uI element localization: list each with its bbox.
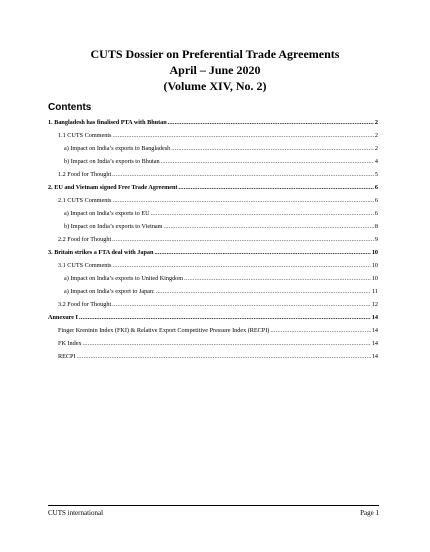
toc-entry[interactable] [48, 132, 378, 139]
toc-entry[interactable] [48, 223, 378, 230]
toc-entry-label: 1.1 CUTS Comments [58, 132, 112, 139]
toc-entry-label: Finger Kreninin Index (FKI) & Relative Export Competitive Pressure Index (RECPI) [58, 327, 270, 334]
toc-entry[interactable] [48, 158, 378, 165]
toc-entry-page: 6 [374, 197, 378, 204]
toc-leader-dots [154, 249, 370, 256]
toc-entry-label: RECPI [58, 353, 76, 360]
toc-entry-label: a) Impact on India’s exports to United Kingdom [64, 275, 184, 282]
toc-entry-page: 4 [374, 158, 378, 165]
toc-leader-dots [178, 184, 373, 191]
toc-entry-page: 14 [371, 353, 378, 360]
toc-entry-label: 2. EU and Vietnam signed Free Trade Agreement [48, 184, 178, 191]
toc-entry-page: 10 [371, 249, 378, 256]
toc-entry-label: a) Impact on India’s exports to Bangladesh [64, 145, 171, 152]
toc-leader-dots [156, 288, 371, 295]
toc-leader-dots [112, 262, 370, 269]
toc-leader-dots [171, 145, 374, 152]
toc-entry[interactable] [48, 184, 378, 191]
toc-leader-dots [164, 223, 374, 230]
toc-entry-page: 11 [372, 288, 378, 295]
toc-entry-label: 1. Bangladesh has finalised PTA with Bhutan [48, 119, 167, 126]
toc-leader-dots [161, 158, 374, 165]
toc-leader-dots [184, 275, 371, 282]
toc-entry-label: 2.1 CUTS Comments [58, 197, 112, 204]
footer-page-number: Page 1 [360, 509, 379, 517]
footer-divider [48, 505, 379, 506]
toc-leader-dots [77, 353, 371, 360]
toc-entry[interactable] [48, 314, 378, 321]
toc-entry-page: 10 [371, 275, 378, 282]
toc-entry[interactable] [48, 262, 378, 269]
toc-leader-dots [83, 340, 371, 347]
toc-leader-dots [168, 119, 374, 126]
contents-heading: Contents [48, 102, 92, 113]
toc-entry[interactable] [48, 236, 378, 243]
toc-leader-dots [270, 327, 370, 334]
title-line-3: (Volume XIV, No. 2) [163, 79, 267, 93]
title-line-2: April – June 2020 [169, 63, 261, 77]
toc-entry[interactable] [48, 171, 378, 178]
toc-entry-label: a) Impact on India’s exports to EU [64, 210, 150, 217]
toc-entry-page: 2 [374, 119, 378, 126]
toc-entry-label: 2.2 Food for Thought [58, 236, 112, 243]
toc-entry[interactable] [48, 145, 378, 152]
toc-entry[interactable] [48, 340, 378, 347]
toc-leader-dots [112, 171, 374, 178]
toc-entry-label: 3.2 Food for Thought [58, 301, 112, 308]
toc-entry-label: 3. Britain strikes a FTA deal with Japan [48, 249, 154, 256]
toc-leader-dots [151, 210, 374, 217]
toc-entry-page: 6 [374, 210, 378, 217]
toc-entry-label: Annexure I [48, 314, 78, 321]
toc-entry-label: 1.2 Food for Thought [58, 171, 112, 178]
toc-entry[interactable] [48, 301, 378, 308]
table-of-contents [48, 119, 378, 360]
title-line-1: CUTS Dossier on Preferential Trade Agreements [90, 47, 340, 61]
toc-leader-dots [112, 301, 371, 308]
toc-entry-label: b) Impact on India’s exports to Vietnam [64, 223, 163, 230]
toc-entry-page: 14 [371, 314, 378, 321]
toc-entry[interactable] [48, 353, 378, 360]
toc-entry-label: 3.1 CUTS Comments [58, 262, 112, 269]
toc-leader-dots [112, 132, 373, 139]
document-title [0, 46, 430, 94]
toc-entry-label: FK Index [58, 340, 82, 347]
page-footer [48, 509, 379, 517]
toc-entry-page: 14 [371, 327, 378, 334]
toc-entry[interactable] [48, 275, 378, 282]
toc-entry[interactable] [48, 288, 378, 295]
footer-publisher: CUTS international [48, 509, 104, 517]
toc-entry-label: b) Impact on India’s exports to Bhutan [64, 158, 160, 165]
toc-entry-page: 9 [374, 236, 378, 243]
toc-entry[interactable] [48, 249, 378, 256]
toc-entry[interactable] [48, 327, 378, 334]
toc-leader-dots [112, 236, 374, 243]
toc-entry[interactable] [48, 197, 378, 204]
toc-entry-page: 6 [374, 184, 378, 191]
toc-entry-page: 12 [371, 301, 378, 308]
toc-entry-page: 10 [371, 262, 378, 269]
toc-entry-page: 5 [374, 171, 378, 178]
toc-entry-page: 2 [374, 132, 378, 139]
toc-leader-dots [79, 314, 371, 321]
toc-entry-page: 8 [374, 223, 378, 230]
toc-entry-label: a) Impact on India’s export to Japan: [64, 288, 155, 295]
toc-entry-page: 14 [371, 340, 378, 347]
toc-entry[interactable] [48, 119, 378, 126]
toc-entry-page: 2 [374, 145, 378, 152]
toc-leader-dots [112, 197, 373, 204]
toc-entry[interactable] [48, 210, 378, 217]
